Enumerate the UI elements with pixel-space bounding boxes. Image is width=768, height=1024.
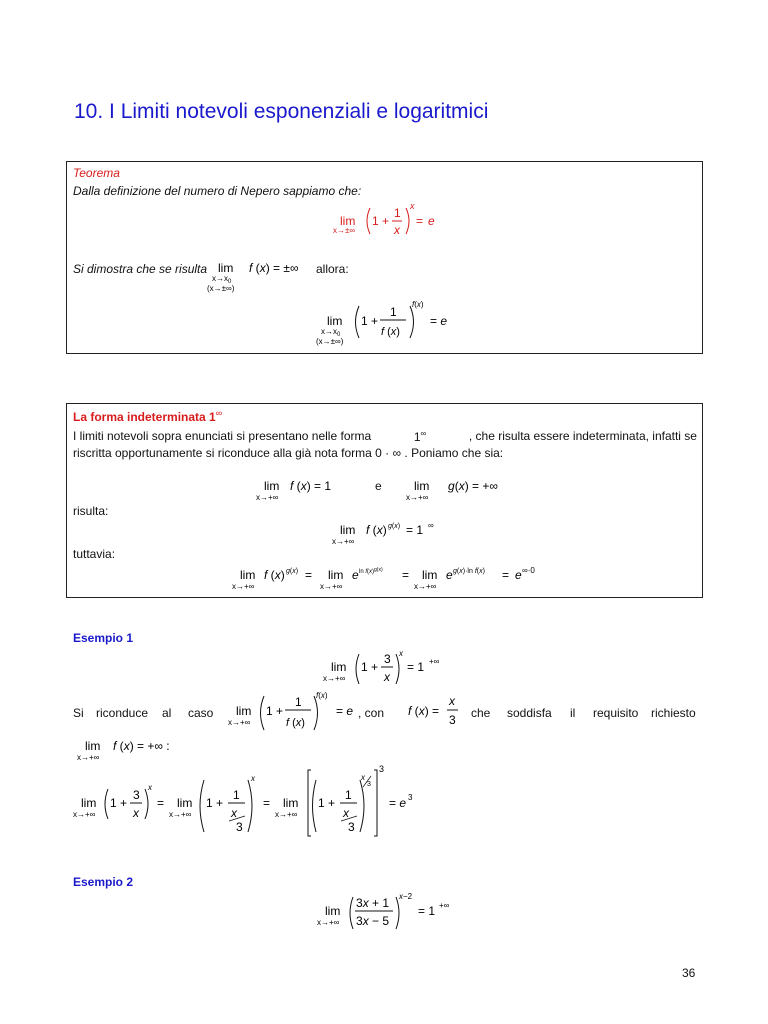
form-0-inf: 0 · ∞ xyxy=(375,446,405,460)
page-title: 10. I Limiti notevoli esponenziali e logaritmici xyxy=(74,100,489,123)
svg-text:f (x): f (x) xyxy=(286,717,305,729)
svg-text:lim: lim xyxy=(177,796,193,810)
indeterminate-heading xyxy=(73,408,222,424)
svg-text:f (x): f (x) xyxy=(366,523,387,537)
ex1-text-con: , con xyxy=(358,706,385,720)
svg-text:x−2: x−2 xyxy=(399,892,413,901)
svg-text:lim: lim xyxy=(85,739,101,753)
svg-text:3: 3 xyxy=(449,713,456,727)
svg-text:g(x): g(x) xyxy=(388,523,401,530)
svg-text:x→+∞: x→+∞ xyxy=(275,810,298,819)
svg-text:x→+∞: x→+∞ xyxy=(320,582,343,591)
svg-text:g(x)·ln f(x): g(x)·ln f(x) xyxy=(453,568,485,575)
svg-text:3: 3 xyxy=(133,788,140,802)
svg-text:x: x xyxy=(343,806,349,820)
svg-text:= 1: = 1 xyxy=(406,523,424,537)
formula-example1-f-def xyxy=(406,693,466,733)
svg-text:f (x): f (x) xyxy=(264,568,285,582)
indeterminate-heading-sup: ∞ xyxy=(215,408,223,418)
svg-text:3: 3 xyxy=(367,781,371,788)
formula-example1-case xyxy=(228,688,360,736)
svg-text:lim: lim xyxy=(331,660,347,674)
svg-text:x→+∞: x→+∞ xyxy=(332,537,355,546)
ex1-text-che: che xyxy=(471,706,491,720)
ex1-text-si: Si xyxy=(73,706,84,720)
label-risulta: risulta: xyxy=(73,504,109,518)
example1-heading: Esempio 1 xyxy=(73,631,134,645)
svg-text:=: = xyxy=(157,796,165,810)
svg-text:lim: lim xyxy=(414,479,430,493)
svg-text:g(x) = +∞: g(x) = +∞ xyxy=(448,479,498,493)
svg-text:1: 1 xyxy=(233,788,240,802)
svg-text:1 +: 1 + xyxy=(361,660,379,674)
para-line1-b: , che risulta essere indeterminata, infatti se xyxy=(468,429,697,443)
svg-text:x→±∞: x→±∞ xyxy=(333,226,356,235)
svg-text:3: 3 xyxy=(379,764,385,774)
formula-example1-chain xyxy=(73,764,433,842)
svg-text:lim: lim xyxy=(264,479,280,493)
indeterminate-paragraph-line-2 xyxy=(73,446,503,460)
para-line2-a: riscritta opportunamente si riconduce alla già nota forma xyxy=(73,446,372,460)
ex1-text-richiesto: richiesto xyxy=(651,706,696,720)
svg-text:e: e xyxy=(446,568,453,582)
svg-text:lim: lim xyxy=(240,568,256,582)
svg-text:+∞: +∞ xyxy=(429,657,440,666)
ex1-text-soddisfa: soddisfa xyxy=(507,706,552,720)
svg-text:lim: lim xyxy=(81,796,97,810)
ex1-text-al: al xyxy=(162,706,172,720)
example2-heading: Esempio 2 xyxy=(73,875,134,889)
svg-text:e: e xyxy=(352,568,359,582)
para-line2-b: . Poniamo che sia: xyxy=(404,446,504,460)
svg-text:x: x xyxy=(399,649,403,658)
theorem-line-2b: allora: xyxy=(316,262,349,276)
svg-text:= 1: = 1 xyxy=(407,660,425,674)
svg-text:x→+∞: x→+∞ xyxy=(77,753,100,762)
svg-text:ln f(x)g(x): $\ln f(x)^{g(x)}$ xyxy=(359,567,383,575)
svg-text:1 +: 1 + xyxy=(266,704,284,718)
theorem-line-2a: Si dimostra che se risulta xyxy=(73,262,208,276)
svg-text:lim: lim xyxy=(340,214,356,228)
formula-example1-limit xyxy=(323,648,453,690)
svg-text:=: = xyxy=(305,568,313,582)
svg-text:lim: lim xyxy=(340,523,356,537)
ex1-text-requisito: requisito xyxy=(593,706,639,720)
svg-text:x: x xyxy=(361,773,365,782)
indeterminate-heading-text: La forma indeterminata 1 xyxy=(73,410,216,424)
svg-text:x→x0: $x\to x_0$ xyxy=(321,327,341,338)
svg-text:lim: lim xyxy=(283,796,299,810)
svg-text:x→+∞: x→+∞ xyxy=(406,493,429,502)
svg-text:+∞: +∞ xyxy=(439,901,450,910)
para-line1-a: I limiti notevoli sopra enunciati si presentano nelle forma xyxy=(73,429,372,443)
svg-text:3x − 5: 3x − 5 xyxy=(356,914,390,928)
svg-text:x→+∞: x→+∞ xyxy=(323,674,346,683)
theorem-heading: Teorema xyxy=(73,166,120,180)
svg-text:x: x xyxy=(449,694,455,708)
svg-text:f(x): f(x) xyxy=(412,300,424,309)
svg-text:e: e xyxy=(515,568,522,582)
svg-text:∞·0: ∞·0 xyxy=(522,566,535,575)
svg-text:1 +: 1 + xyxy=(372,214,390,228)
formula-result-1-inf xyxy=(332,518,452,548)
svg-text:=: = xyxy=(416,214,424,228)
indeterminate-paragraph-line-1 xyxy=(73,429,697,444)
svg-text:x: x xyxy=(148,783,152,792)
formula-nepero-limit xyxy=(330,200,450,240)
svg-text:x→+∞: x→+∞ xyxy=(228,718,251,727)
svg-text:x: x xyxy=(231,806,237,820)
svg-text:1: 1 xyxy=(394,206,401,220)
svg-text:1: 1 xyxy=(345,788,352,802)
svg-text:x→x0: $x\to x_0$ xyxy=(212,274,232,285)
formula-exponential-rewrite xyxy=(232,563,552,595)
svg-text:f (x) = 1: f (x) = 1 xyxy=(290,479,332,493)
svg-text:(x→±∞): (x→±∞) xyxy=(207,284,235,293)
svg-text:1 +: 1 + xyxy=(110,796,128,810)
svg-text:= e: = e xyxy=(389,796,407,810)
svg-text:f (x) = +∞ :: f (x) = +∞ : xyxy=(113,739,170,753)
svg-text:f (x): f (x) xyxy=(381,326,400,338)
page-number: 36 xyxy=(682,966,696,980)
svg-text:f(x): f(x) xyxy=(316,691,328,700)
svg-text:∞: ∞ xyxy=(428,521,434,530)
svg-text:x→+∞: x→+∞ xyxy=(232,582,255,591)
svg-text:x→+∞: x→+∞ xyxy=(169,810,192,819)
svg-text:3: 3 xyxy=(236,820,243,834)
form-1-inf: 1∞ xyxy=(413,429,427,444)
svg-text:f (x) = ±∞: f (x) = ±∞ xyxy=(249,261,299,275)
svg-text:1: 1 xyxy=(295,695,302,709)
svg-text:lim: lim xyxy=(327,314,343,328)
formula-general-nepero xyxy=(316,298,466,348)
svg-text:3: 3 xyxy=(408,793,413,802)
formula-example1-requirement xyxy=(77,735,197,765)
formula-f-tends-infinity xyxy=(205,255,315,297)
svg-text:x→+∞: x→+∞ xyxy=(256,493,279,502)
svg-text:lim: lim xyxy=(328,568,344,582)
svg-text:lim: lim xyxy=(218,261,234,275)
svg-text:3x + 1: 3x + 1 xyxy=(356,896,390,910)
svg-text:lim: lim xyxy=(236,704,252,718)
svg-text:g(x): g(x) xyxy=(286,568,299,575)
svg-text:x: x xyxy=(384,670,390,684)
svg-text:= e: = e xyxy=(336,704,354,718)
svg-text:e: e xyxy=(428,214,435,228)
conjunction-e: e xyxy=(375,479,382,493)
svg-text:1: 1 xyxy=(390,305,397,319)
svg-text:=: = xyxy=(263,796,271,810)
svg-text:x: x xyxy=(410,201,415,211)
svg-text:(x→±∞): (x→±∞) xyxy=(316,337,344,346)
svg-text:3: 3 xyxy=(384,652,391,666)
svg-text:x: x xyxy=(133,806,139,820)
label-tuttavia: tuttavia: xyxy=(73,547,116,561)
svg-text:x→+∞: x→+∞ xyxy=(414,582,437,591)
theorem-line-1: Dalla definizione del numero di Nepero sappiamo che: xyxy=(73,184,362,198)
ex1-text-il: il xyxy=(570,706,576,720)
ex1-text-riconduce: riconduce xyxy=(96,706,149,720)
svg-text:1 +: 1 + xyxy=(318,796,336,810)
svg-text:1 +: 1 + xyxy=(361,314,379,328)
svg-text:x: x xyxy=(251,774,255,783)
svg-text:= e: = e xyxy=(430,314,448,328)
svg-text:lim: lim xyxy=(325,904,341,918)
svg-text:lim: lim xyxy=(422,568,438,582)
svg-text:f (x) =: f (x) = xyxy=(408,704,440,718)
svg-text:=: = xyxy=(502,568,510,582)
ex1-text-caso: caso xyxy=(188,706,214,720)
svg-text:3: 3 xyxy=(348,820,355,834)
svg-text:x→+∞: x→+∞ xyxy=(73,810,96,819)
svg-text:x→+∞: x→+∞ xyxy=(317,918,340,927)
svg-text:= 1: = 1 xyxy=(418,904,436,918)
svg-text:x: x xyxy=(394,223,400,237)
formula-example2-limit xyxy=(317,889,467,935)
formula-hypotheses xyxy=(256,474,526,506)
svg-text:1 +: 1 + xyxy=(206,796,224,810)
svg-text:=: = xyxy=(402,568,410,582)
